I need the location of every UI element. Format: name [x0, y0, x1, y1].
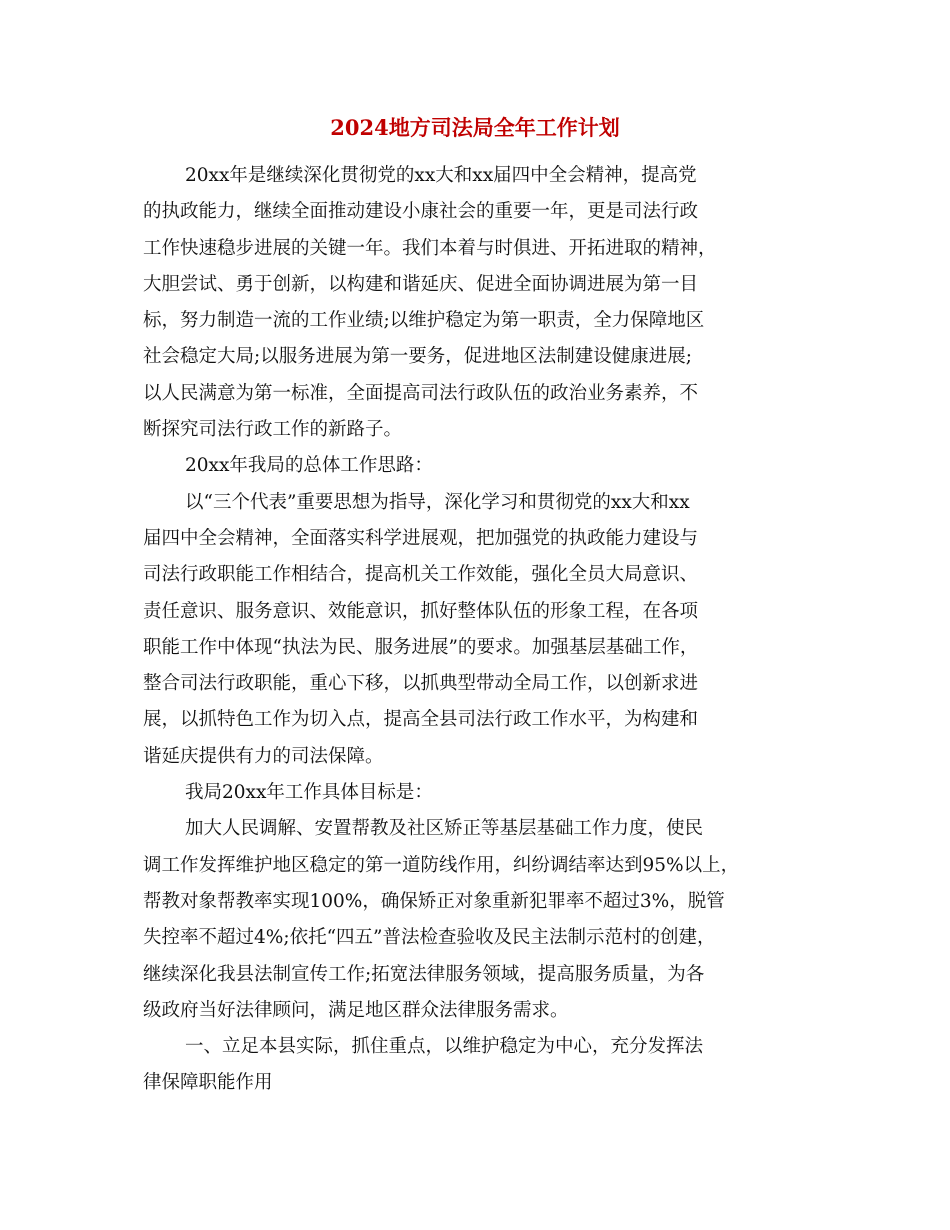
body-text-line: 继续深化我县法制宣传工作;拓宽法律服务领域，提高服务质量，为各: [143, 963, 705, 985]
body-text-line: 律保障职能作用: [143, 1072, 273, 1094]
body-text-line: 一、立足本县实际，抓住重点，以维护稳定为中心，充分发挥法: [185, 1036, 704, 1058]
body-text-line: 谐延庆提供有力的司法保障。: [143, 745, 384, 767]
body-text-line: 整合司法行政职能，重心下移，以抓典型带动全局工作，以创新求进: [143, 673, 699, 695]
body-text-line: 以人民满意为第一标准，全面提高司法行政队伍的政治业务素养，不: [143, 382, 699, 404]
body-text-line: 展，以抓特色工作为切入点，提高全县司法行政工作水平，为构建和: [143, 709, 699, 731]
body-text-line: 我局20xx年工作具体目标是：: [185, 782, 433, 804]
body-text-line: 帮教对象帮教率实现100%，确保矫正对象重新犯罪率不超过3%，脱管: [143, 890, 725, 912]
body-text-line: 司法行政职能工作相结合，提高机关工作效能，强化全员大局意识、: [143, 564, 699, 586]
body-text-line: 以“三个代表”重要思想为指导，深化学习和贯彻党的xx大和xx: [185, 491, 690, 513]
body-text-line: 20xx年是继续深化贯彻党的xx大和xx届四中全会精神，提高党: [185, 165, 697, 186]
body-text-line: 级政府当好法律顾问，满足地区群众法律服务需求。: [143, 999, 569, 1021]
body-text-line: 20xx年我局的总体工作思路：: [185, 455, 433, 477]
body-text-line: 的执政能力，继续全面推动建设小康社会的重要一年，更是司法行政: [143, 201, 699, 223]
body-text-line: 标，努力制造一流的工作业绩;以维护稳定为第一职责，全力保障地区: [143, 310, 705, 332]
body-text-line: 职能工作中体现“执法为民、服务进展”的要求。加强基层基础工作，: [143, 636, 699, 658]
document-body: [143, 158, 823, 1102]
body-text-line: 加大人民调解、安置帮教及社区矫正等基层基础工作力度，使民: [185, 818, 704, 840]
body-text-line: 失控率不超过4%;依托“四五”普法检查验收及民主法制示范村的创建，: [143, 927, 716, 949]
body-text-line: 社会稳定大局;以服务进展为第一要务，促进地区法制建设健康进展;: [143, 346, 692, 368]
body-text-line: 届四中全会精神，全面落实科学进展观，把加强党的执政能力建设与: [143, 527, 699, 549]
body-text-line: 断探究司法行政工作的新路子。: [143, 419, 403, 441]
body-text-line: 大胆尝试、勇于创新，以构建和谐延庆、促进全面协调进展为第一目: [143, 273, 699, 295]
document-title: 2024地方司法局全年工作计划: [330, 115, 620, 140]
body-text-line: 责任意识、服务意识、效能意识，抓好整体队伍的形象工程，在各项: [143, 600, 699, 622]
body-text-line: 工作快速稳步进展的关键一年。我们本着与时俱进、开拓进取的精神，: [143, 237, 717, 259]
body-text-line: 调工作发挥维护地区稳定的第一道防线作用，纠纷调结率达到95%以上，: [143, 854, 740, 876]
